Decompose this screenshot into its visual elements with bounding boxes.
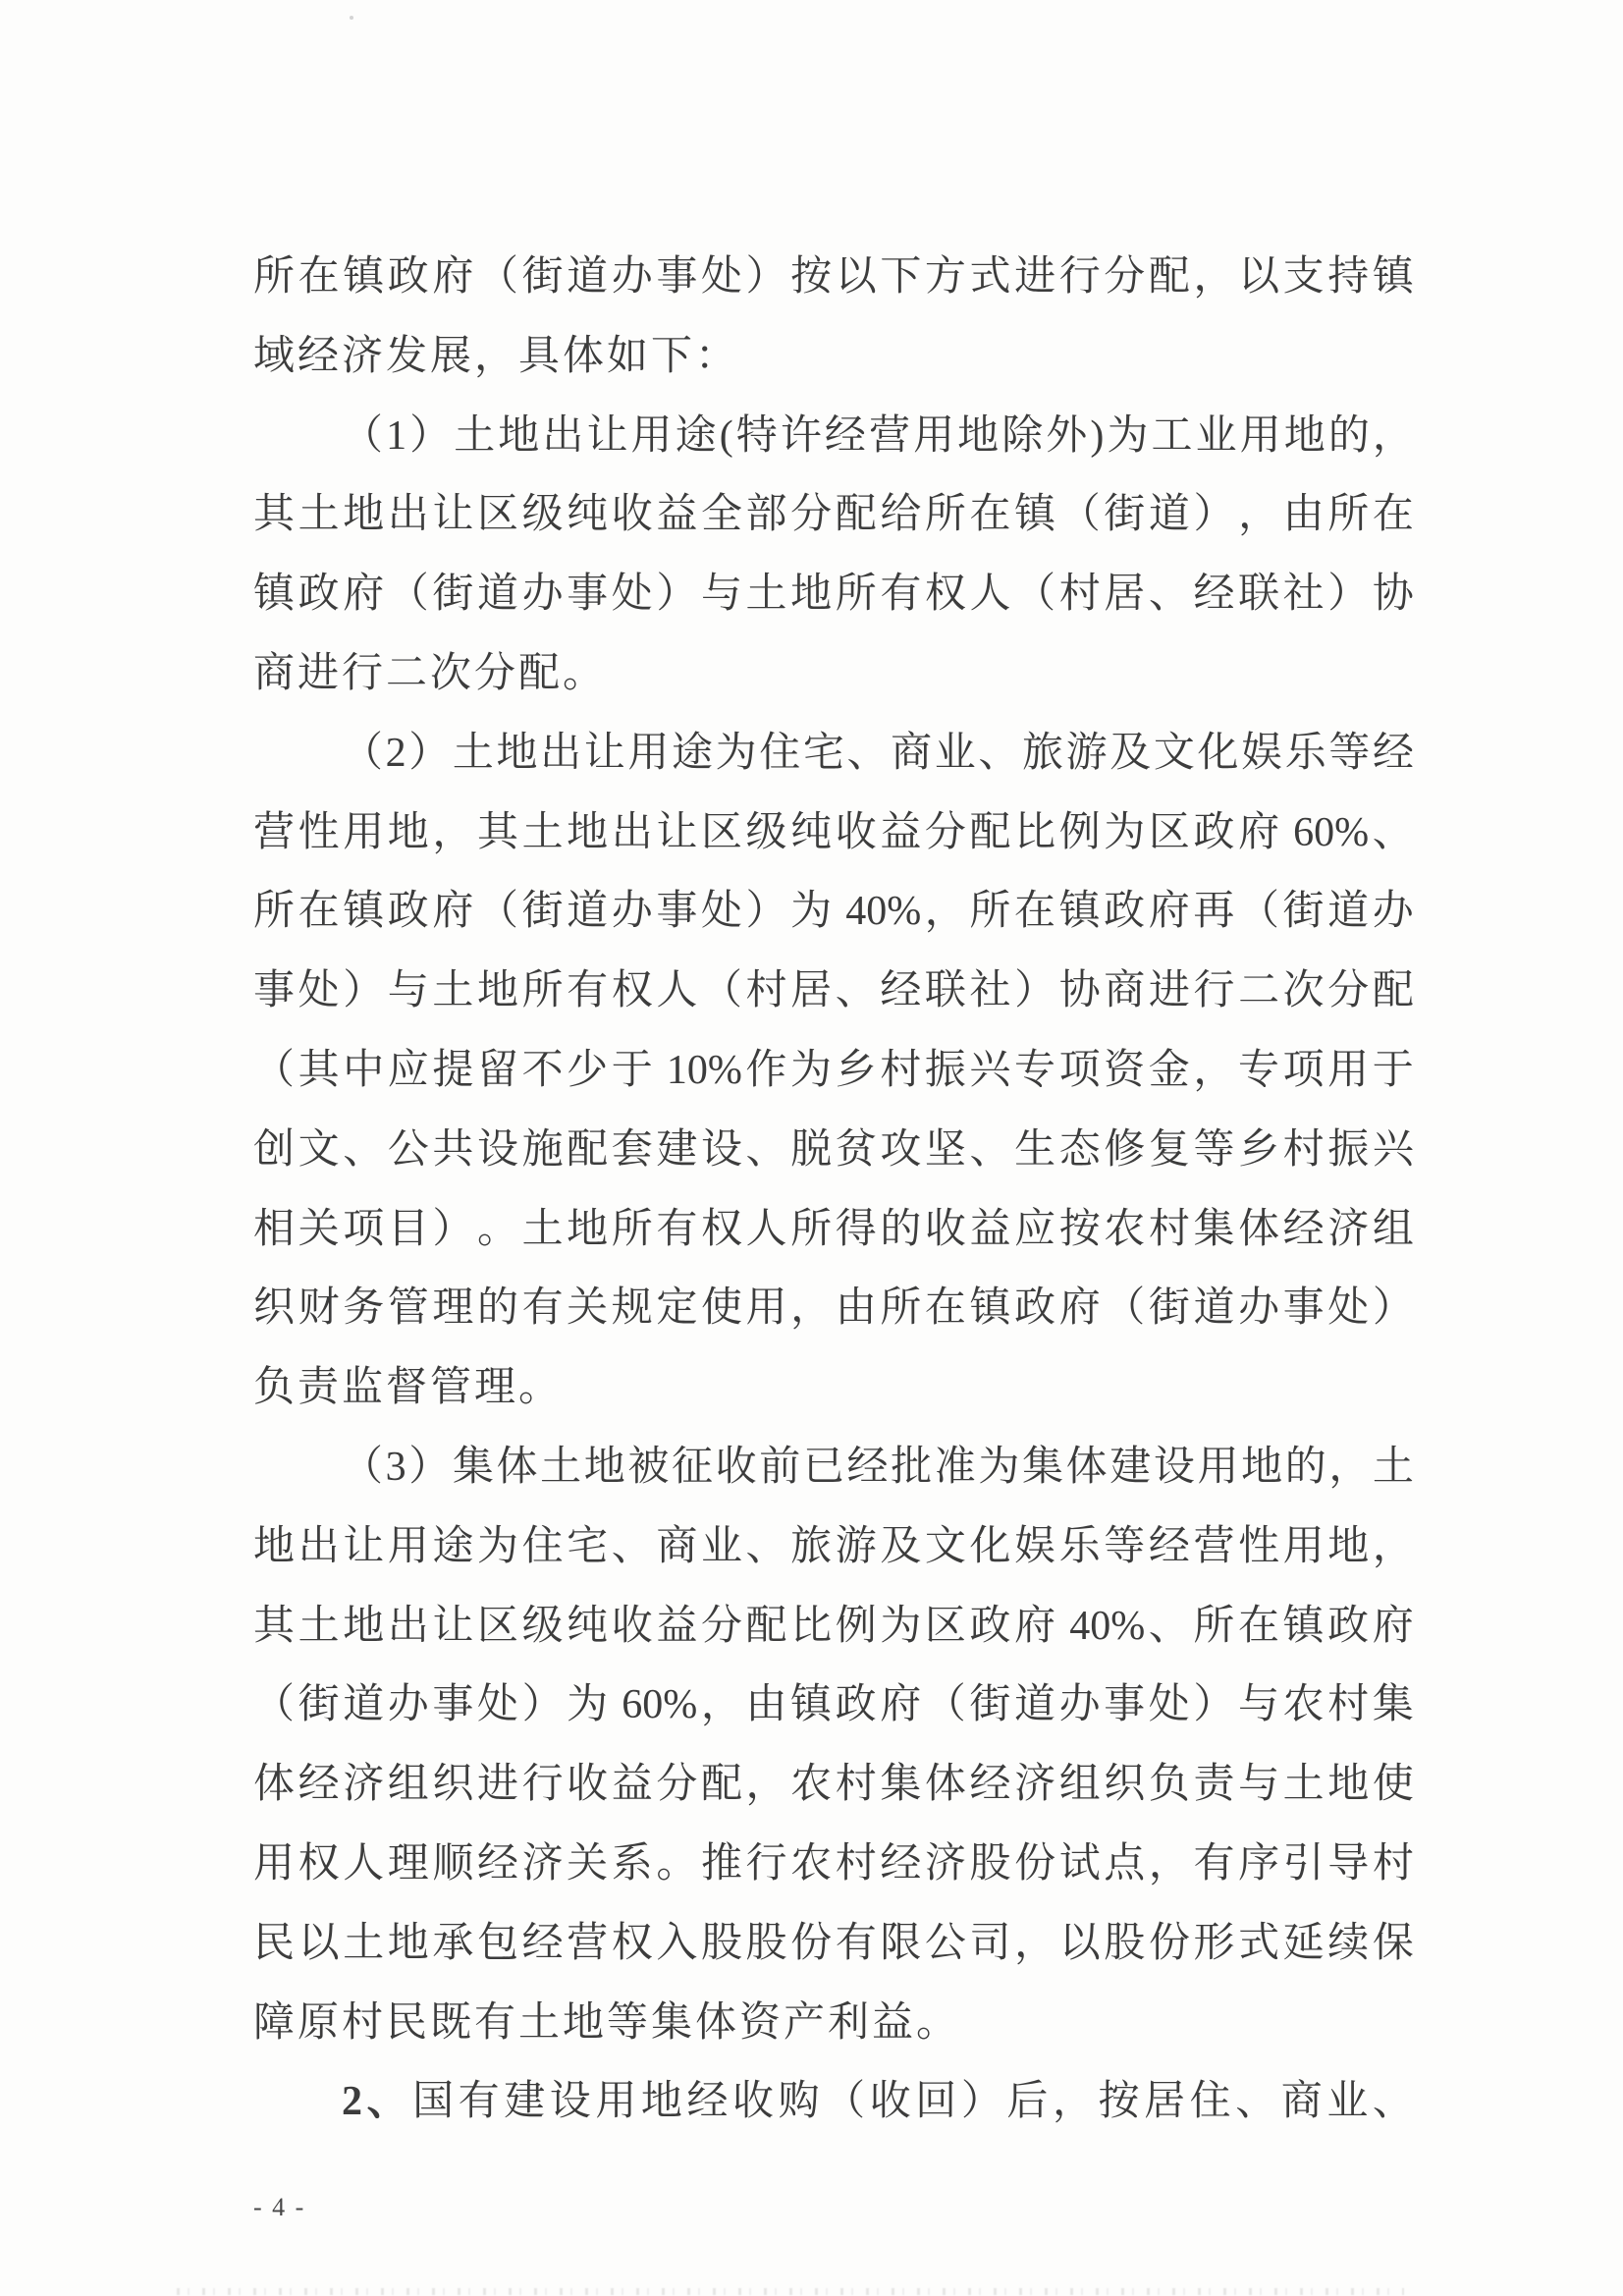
document-line: 地 出 让 用 途 为 住 宅 、 商 业 、 旅 游 及 文 化 娱 乐 等 经 营 性 用 地 ， [253, 1523, 1414, 1569]
scan-speck [350, 16, 353, 20]
document-line: 其 土 地 出 让 区 级 纯 收 益 全 部 分 配 给 所 在 镇 （ 街 道 ） ， 由 所 在 [253, 492, 1414, 538]
document-line: 商进行二次分配。 [253, 650, 608, 696]
document-line: 所 在 镇 政 府 （ 街 道 办 事 处 ） 按 以 下 方 式 进 行 分 配 ， 以 支 持 镇 [253, 254, 1414, 300]
document-line: 创 文 、 公 共 设 施 配 套 建 设 、 脱 贫 攻 坚 、 生 态 修 复 等 乡 村 振 兴 [253, 1126, 1414, 1173]
document-line: （ 其 中 应 提 留 不 少 于 10% 作 为 乡 村 振 兴 专 项 资 金 ， 专 项 用 于 [253, 1047, 1414, 1093]
document-line: （ 1 ） 土 地 出 让 用 途 ( 特 许 经 营 用 地 除 外 ) 为 工 业 用 地 的 ， [342, 412, 1414, 459]
page-bleed-artifact [177, 2288, 1404, 2295]
document-line: （ 街 道 办 事 处 ） 为 60% ， 由 镇 政 府 （ 街 道 办 事 处 ） 与 农 村 集 [253, 1682, 1414, 1728]
document-line: 事 处 ） 与 土 地 所 有 权 人 （ 村 居 、 经 联 社 ） 协 商 进 行 二 次 分 配 [253, 968, 1414, 1014]
document-line: 负责监督管理。 [253, 1365, 564, 1411]
document-line: 2 、 国 有 建 设 用 地 经 收 购 （ 收 回 ） 后 ， 按 居 住 、 商 业 、 [342, 2079, 1414, 2125]
document-line: 民 以 土 地 承 包 经 营 权 入 股 股 份 有 限 公 司 ， 以 股 份 形 式 延 续 保 [253, 1920, 1414, 1966]
document-body [253, 238, 1414, 2142]
document-line: 体 经 济 组 织 进 行 收 益 分 配 ， 农 村 集 体 经 济 组 织 负 责 与 土 地 使 [253, 1762, 1414, 1808]
document-line: （ 2 ） 土 地 出 让 用 途 为 住 宅 、 商 业 、 旅 游 及 文 化 娱 乐 等 经 [342, 730, 1414, 776]
document-line: 相 关 项 目 ） 。 土 地 所 有 权 人 所 得 的 收 益 应 按 农 村 集 体 经 济 组 [253, 1206, 1414, 1252]
page-number: - 4 - [253, 2193, 306, 2221]
document-line: 其 土 地 出 让 区 级 纯 收 益 分 配 比 例 为 区 政 府 40% 、 所 在 镇 政 府 [253, 1603, 1414, 1649]
document-line: （ 3 ） 集 体 土 地 被 征 收 前 已 经 批 准 为 集 体 建 设 用 地 的 ， 土 [342, 1444, 1414, 1490]
document-line: 用 权 人 理 顺 经 济 关 系 。 推 行 农 村 经 济 股 份 试 点 ， 有 序 引 导 村 [253, 1840, 1414, 1886]
document-line: 镇 政 府 （ 街 道 办 事 处 ） 与 土 地 所 有 权 人 （ 村 居 、 经 联 社 ） 协 [253, 572, 1414, 618]
document-line: 障原村民既有土地等集体资产利益。 [253, 1999, 961, 2046]
document-line: 营 性 用 地 ， 其 土 地 出 让 区 级 纯 收 益 分 配 比 例 为 区 政 府 60% 、 [253, 809, 1414, 855]
document-line: 织 财 务 管 理 的 有 关 规 定 使 用 ， 由 所 在 镇 政 府 （ 街 道 办 事 处 ） [253, 1285, 1414, 1332]
document-line: 域经济发展，具体如下： [253, 333, 740, 379]
document-line: 所 在 镇 政 府 （ 街 道 办 事 处 ） 为 40% ， 所 在 镇 政 府 再 （ 街 道 办 [253, 889, 1414, 935]
